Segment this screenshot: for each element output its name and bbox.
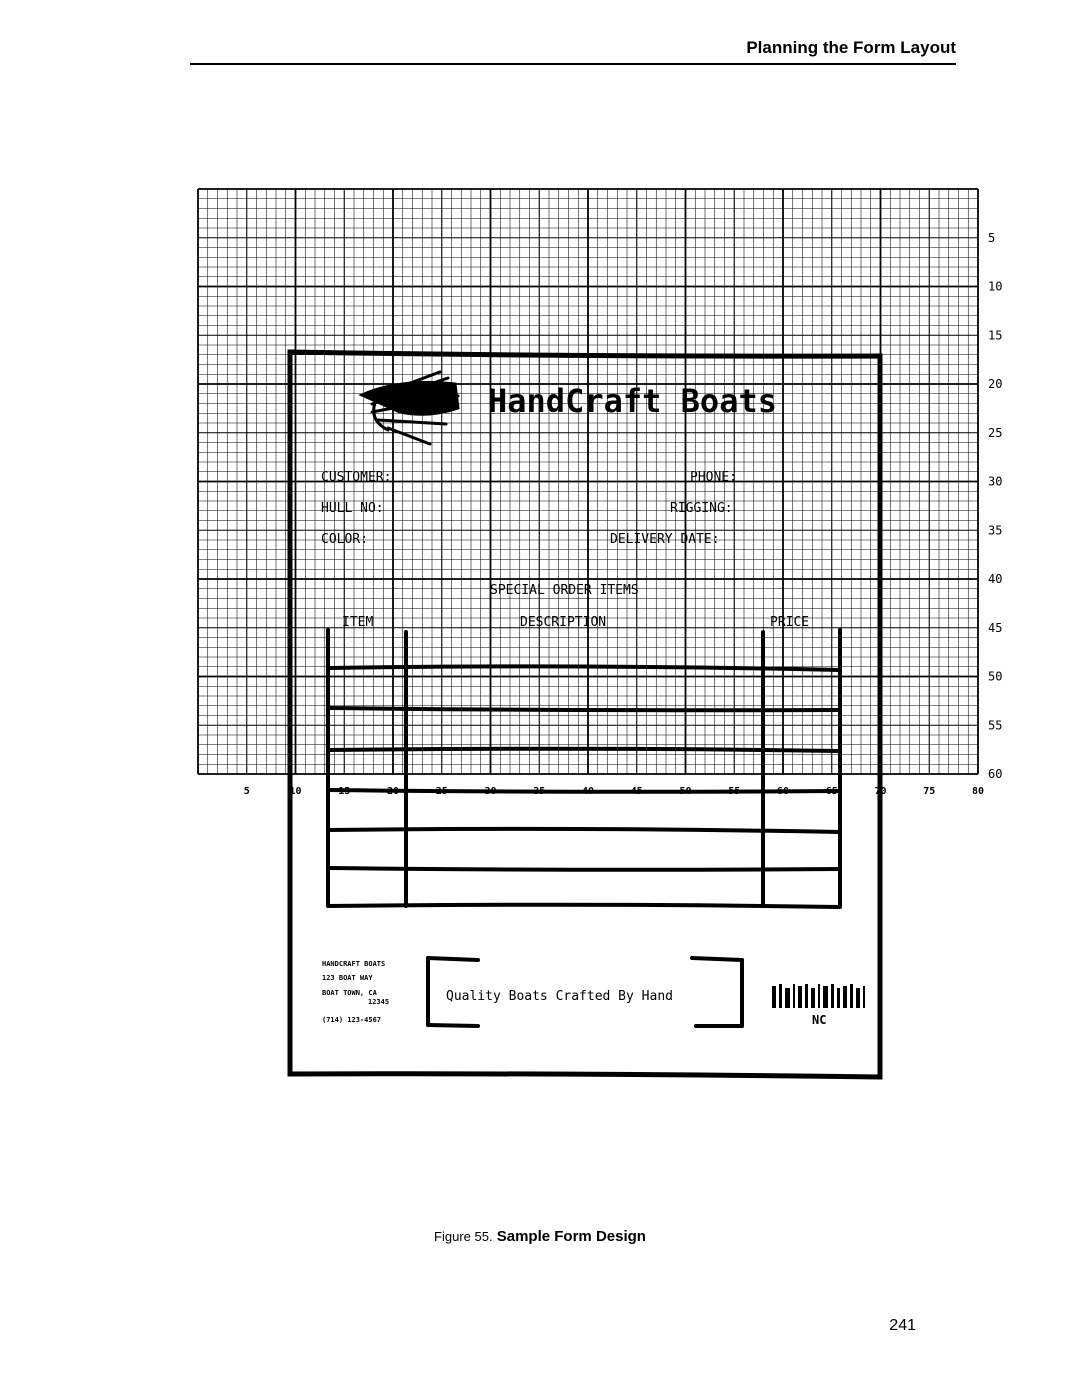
address-line-2: 123 BOAT WAY	[322, 974, 373, 982]
row-scale-label: 55	[988, 718, 1003, 733]
column-scale-label: 35	[533, 786, 546, 797]
page-header-title: Planning the Form Layout	[746, 38, 956, 57]
field-customer: CUSTOMER:	[321, 470, 392, 485]
row-scale-labels	[988, 231, 1002, 781]
row-scale-label: 45	[988, 620, 1003, 635]
header-price: PRICE	[770, 615, 810, 630]
field-hull-no: HULL NO:	[321, 501, 384, 516]
row-scale-label: 15	[988, 328, 1003, 343]
column-scale-label: 80	[971, 786, 985, 797]
slogan: Quality Boats Crafted By Hand	[446, 989, 673, 1004]
column-scale-label: 25	[435, 786, 448, 797]
barcode-note: NC	[812, 1013, 827, 1027]
field-color: COLOR:	[321, 532, 368, 547]
form-drawing	[290, 352, 880, 1077]
field-rigging: RIGGING:	[670, 501, 733, 516]
column-scale-label: 70	[874, 786, 887, 797]
header-item: ITEM	[342, 615, 374, 630]
address-line-5: (714) 123-4567	[322, 1016, 382, 1024]
address-line-3: BOAT TOWN, CA	[322, 989, 377, 997]
column-scale-label: 60	[776, 786, 790, 797]
address-line-1: HANDCRAFT BOATS	[322, 960, 386, 968]
column-scale-label: 10	[289, 786, 302, 797]
row-scale-label: 60	[988, 767, 1003, 781]
graph-grid	[198, 189, 978, 774]
form-outer-border	[290, 352, 880, 1077]
form-title: HandCraft Boats	[488, 382, 777, 420]
header-description: DESCRIPTION	[520, 615, 607, 630]
row-scale-label: 25	[988, 425, 1003, 440]
column-scale-label: 40	[581, 786, 595, 797]
field-phone: PHONE:	[690, 470, 737, 485]
row-scale-label: 5	[988, 230, 996, 245]
column-scale-label: 45	[630, 786, 643, 797]
column-scale-label: 65	[825, 786, 838, 797]
section-title: SPECIAL ORDER ITEMS	[490, 583, 639, 598]
column-scale-label: 55	[728, 786, 741, 797]
row-scale-label: 10	[988, 279, 1003, 294]
address-line-4: 12345	[368, 998, 390, 1006]
column-scale-label: 5	[243, 786, 250, 797]
row-scale-label: 40	[988, 572, 1003, 586]
column-scale-label: 30	[484, 786, 497, 797]
row-scale-label: 20	[988, 377, 1003, 391]
column-scale-label: 20	[386, 786, 400, 797]
column-scale-label: 15	[338, 786, 351, 797]
field-delivery-date: DELIVERY DATE:	[610, 532, 720, 547]
figure-caption	[0, 1228, 1080, 1245]
order-table	[328, 630, 840, 907]
page-number: 241	[889, 1317, 916, 1334]
barcode-logo	[772, 984, 865, 1008]
figure-number: Figure 55.	[434, 1229, 493, 1244]
row-scale-label: 50	[988, 669, 1003, 684]
column-scale-label: 50	[679, 786, 692, 797]
row-scale-label: 35	[988, 523, 1003, 538]
column-scale-label: 75	[923, 786, 936, 797]
figure-title: Sample Form Design	[496, 1228, 646, 1245]
row-scale-label: 30	[988, 474, 1003, 489]
